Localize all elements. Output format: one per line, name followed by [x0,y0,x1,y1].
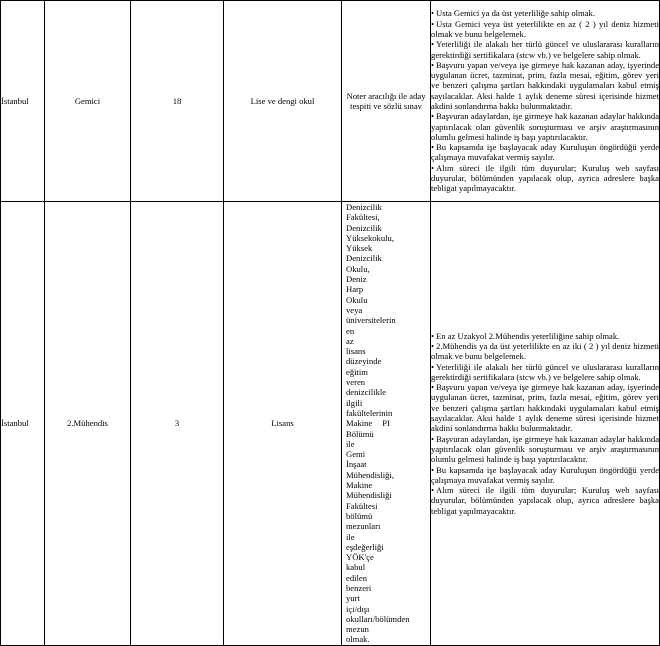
requirement-item: • Bu kapsamda işe başlayacak aday Kuruluşun öngördüğü yerde çalışmaya muvafakat vermiş sayılır. [431,142,659,163]
education-level: Lise ve dengi okul [224,96,341,106]
requirement-item: • Yeterliliği ile alakalı her türlü güncel ve uluslararası kuralların gerektirdiği sertifikalara (stcw vb.) ve belgelere sahip olmak. [431,39,659,60]
education-cell: Lisans [224,202,342,646]
requirement-item: • 2.Mühendis ya da üst yeterlilikte en az iki ( 2 ) yıl deniz hizmeti olmak ve bunu belgelemek. [431,341,659,362]
requirement-item: • Usta Gemici ya da üst yeterliliğe sahip olmak. [431,8,659,18]
requirement-item: • Alım süreci ile ilgili tüm duyurular; Kuruluş web sayfası duyurular, bölümünden yapılacak olup, ayrıca adreslere başka tebligat yapılmayacaktır. [431,163,659,194]
table-row [1,1,660,202]
exam-cell: Noter aracılığı ile aday tespiti ve sözlü sınav [342,1,431,202]
requirements-cell [431,1,660,202]
requirement-item: • Başvuran adaylardan, işe girmeye hak kazanan adaylar hakkında yaptırılacak olan güvenlik soruşturması ve arşiv araştırmasının olumlu gelmesi halinde iş başı yaptırılacaktır. [431,111,659,142]
city-cell: İstanbul [1,1,45,202]
exam-cell: PI [342,202,431,646]
requirement-item: • Bu kapsamda işe başlayacak aday Kuruluşun öngördüğü yerde çalışmaya muvafakat vermiş sayılır. [431,465,659,486]
city-cell: İstanbul [1,202,45,646]
requirement-item: • Başvuru yapan ve/veya işe girmeye hak kazanan aday, işyerinde uygulanan ücret, tazminat, prim, fazla mesai, eğitim, görev yeri ve benzeri çalışma şartları hakkındaki uygulamaları kabul etmiş sayılacaklar. Aksi halde 1 aylık deneme süresi içerisinde hizmet akdini sonlandırma hakkı bulunmaktadır. [431,60,659,111]
count-cell: 3 [131,202,224,646]
requirement-item: • Yeterliliği ile alakalı her türlü güncel ve uluslararası kuralların gerektirdiği sertifikalara (stcw vb.) ve belgelere sahip olmak. [431,362,659,383]
position-cell: Gemici [45,1,131,202]
requirement-item: • Başvuran adaylardan, işe girmeye hak kazanan adaylar hakkında yaptırılacak olan güvenlik soruşturması ve arşiv araştırmasının olumlu gelmesi halinde iş başı yaptırılacaktır. [431,434,659,465]
count-cell: 18 [131,1,224,202]
education-cell [224,1,342,202]
requirement-item: • Başvuru yapan ve/veya işe girmeye hak kazanan aday, işyerinde uygulanan ücret, tazminat, prim, fazla mesai, eğitim, görev yeri ve benzeri çalışma şartları hakkındaki uygulamaları kabul etmiş sayılacaklar. Aksi halde 1 aylık deneme süresi içerisinde hizmet akdini sonlandırma hakkı bulunmaktadır. [431,382,659,433]
requirement-item: • Alım süreci ile ilgili tüm duyurular; Kuruluş web sayfası duyurular, bölümünden yapılacak olup, ayrıca adreslere başka tebligat yapılmayacaktır. [431,485,659,516]
requirements-cell [431,202,660,646]
requirement-item: • Usta Gemici veya üst yeterlilikte en az ( 2 ) yıl deniz hizmeti olmak ve bunu belgelemek. [431,19,659,40]
requirement-item: • En az Uzakyol 2.Mühendis yeterliliğine sahip olmak. [431,331,659,341]
table-row [1,202,660,646]
position-cell: 2.Mühendis [45,202,131,646]
